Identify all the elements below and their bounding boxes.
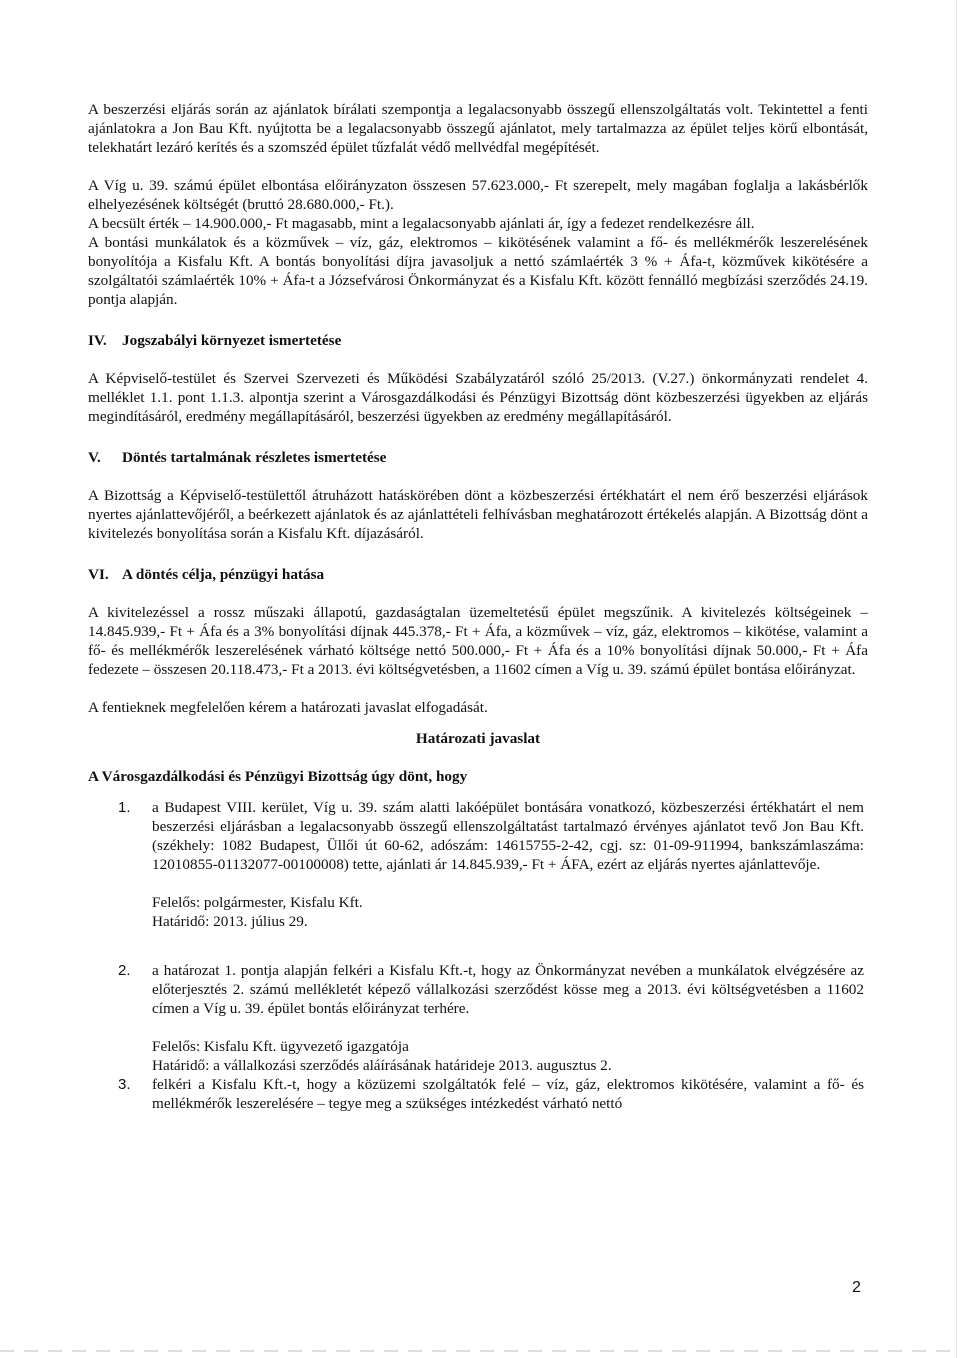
- section-title: Jogszabályi környezet ismertetése: [122, 332, 342, 349]
- deadline-line: Határidő: 2013. július 29.: [152, 913, 308, 930]
- item-number: 2.: [118, 962, 131, 979]
- item-number: 3.: [118, 1076, 131, 1093]
- section-text-v: A Bizottság a Képviselő-testülettől átruházott hatáskörében dönt a közbeszerzési értékhatárt el nem érő beszerzési eljárások nyertes ajánlattevőjéről, a beérkezett ajánlatok és az ajánlattételi felhívásban meghatározott értékelés alapján. A Bizottság dönt a kivitelezés bonyolítása során a Kisfalu Kft. díjazásáról.: [88, 487, 868, 542]
- resolution-title: Határozati javaslat: [415, 730, 541, 747]
- closing-request: A fentieknek megfelelően kérem a határozati javaslat elfogadását.: [88, 699, 488, 716]
- section-title: Döntés tartalmának részletes ismertetése: [122, 449, 387, 466]
- item-text: felkéri a Kisfalu Kft.-t, hogy a közüzemi szolgáltatók felé – víz, gáz, elektromos kikötésére, valamint a fő- és mellékmérők leszerelésére – tegye meg a szükséges intézkedést várható nettó: [152, 1076, 864, 1112]
- scan-edge-bottom: [0, 1350, 960, 1352]
- section-heading-v: [88, 448, 868, 467]
- section-text-vi: A kivitelezéssel a rossz műszaki állapotú, gazdaságtalan üzemeltetésű épület megszűnik. A kivitelezés költségeinek – 14.845.939,- Ft + Áfa és a 3% bonyolítási díjnak 445.378,- Ft + Áfa, a közművek – víz, gáz, elektromos – kikötése, valamint a fő- és mellékmérők leszerelésének várható költsége nettó 500.000,- Ft + Áfa és a 10% bonyolítási díjnak 50.000,- Ft + Áfa fedezete – összesen 20.118.473,- Ft a 2013. évi költségvetésben, a 11602 címen a Víg u. 39. számú épület bontása előirányzat.: [88, 604, 868, 678]
- paragraph-evaluation: A beszerzési eljárás során az ajánlatok bírálati szempontja a legalacsonyabb összegű ellenszolgáltatás volt. Tekintettel a fenti ajánlatokra a Jon Bau Kft. nyújtotta be a legalacsonyabb összegű ajánlatot, mely tartalmazza az épület teljes körű elbontását, telekhatárt lezáró kerítés és a szomszéd épület tűzfalát védő mellvédfal megépítését.: [88, 101, 868, 156]
- item-text: a határozat 1. pontja alapján felkéri a Kisfalu Kft.-t, hogy az Önkormányzat nevében a munkálatok elvégzésére az előterjesztés 2. számú mellékletét képező vállalkozási szerződést kösse meg a 2013. évi költségvetésben a 11602 címen a Víg u. 39. épület bontás előirányzat terhére.: [152, 962, 864, 1017]
- paragraph-demolition-works: A bontási munkálatok és a közművek – víz, gáz, elektromos – kikötésének valamint a fő- és mellékmérők leszerelésének bonyolítója a Kisfalu Kft. A bontás bonyolítási díjra javasoljuk a nettó számlaérték 3 % + Áfa-t, közművek kikötésére a szolgáltatói számlaérték 10% + Áfa-t a Józsefvárosi Önkormányzat és a Kisfalu Kft. között fennálló megbízási szerződés 24.19. pontja alapján.: [88, 234, 868, 308]
- responsible-line: Felelős: Kisfalu Kft. ügyvezető igazgatója: [152, 1038, 409, 1055]
- page-number: 2: [852, 1279, 861, 1296]
- paragraph-estimate: A becsült érték – 14.900.000,- Ft magasabb, mint a legalacsonyabb ajánlati ár, így a fedezet rendelkezésre áll.: [88, 215, 755, 232]
- section-title: A döntés célja, pénzügyi hatása: [122, 566, 325, 583]
- section-number: V.: [88, 449, 101, 466]
- section-text-iv: A Képviselő-testület és Szervei Szervezeti és Működési Szabályzatáról szóló 25/2013. (V.27.) önkormányzati rendelet 4. melléklet 1.1. pont 1.1.3. alpontja szerint a Városgazdálkodási és Pénzügyi Bizottság dönt közbeszerzési ügyekben az eljárás megindításáról, eredmény megállapításáról, beszerzési ügyekben az eredmény megállapításáról.: [88, 370, 868, 425]
- committee-line: A Városgazdálkodási és Pénzügyi Bizottság úgy dönt, hogy: [88, 768, 468, 785]
- section-heading-iv: [88, 331, 868, 350]
- resolution-item: [88, 798, 868, 874]
- deadline-line: Határidő: a vállalkozási szerződés aláírásának határideje 2013. augusztus 2.: [152, 1057, 612, 1074]
- paragraph-budget: A Víg u. 39. számú épület elbontása előirányzaton összesen 57.623.000,- Ft szerepelt, mely magában foglalja a lakásbérlők elhelyezésének költségét (bruttó 28.680.000,- Ft.).: [88, 177, 868, 213]
- responsible-line: Felelős: polgármester, Kisfalu Kft.: [152, 894, 363, 911]
- document-page: [88, 100, 868, 1113]
- item-text: a Budapest VIII. kerület, Víg u. 39. szám alatti lakóépület bontására vonatkozó, közbeszerzési értékhatárt el nem beszerzési eljárásban a legalacsonyabb összegű ellenszolgáltatást tartalmazó érvényes ajánlatot tevő Jon Bau Kft. (székhely: 1082 Budapest, Üllői út 60-62, adószám: 14615755-2-42, cgj. sz: 01-09-911994, bankszámlaszáma: 12010855-01132077-00100008) tette, ajánlati ár 14.845.939,- Ft + ÁFA, ezért az eljárás nyertes ajánlattevője.: [152, 799, 864, 873]
- item-number: 1.: [118, 799, 131, 816]
- section-number: VI.: [88, 566, 109, 583]
- resolution-item: [88, 961, 868, 1018]
- scan-edge-right: [956, 0, 957, 1358]
- section-heading-vi: [88, 565, 868, 584]
- section-number: IV.: [88, 332, 107, 349]
- resolution-item: [88, 1075, 868, 1113]
